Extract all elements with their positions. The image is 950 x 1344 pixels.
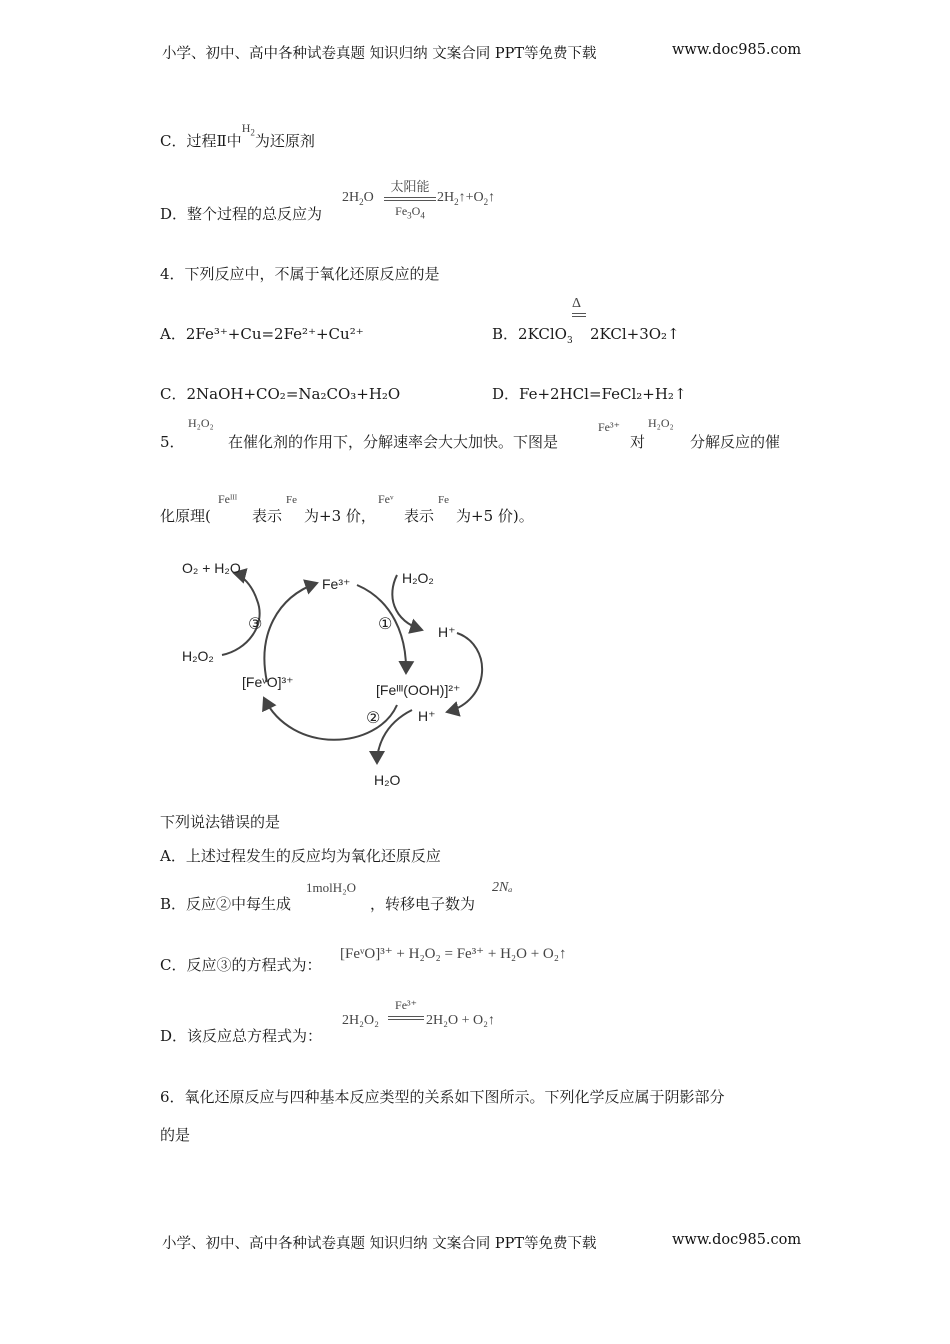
q5-d-equals [388, 1016, 424, 1020]
q4-b-equals [572, 313, 586, 317]
label-h2o2-top: H₂O₂ [402, 570, 434, 586]
q5-fe-v: Feᵛ [378, 492, 394, 506]
q3-condition-bottom: $Fe_3O_4$ [395, 204, 425, 221]
q5-h2o2-b: H₂O₂ [648, 416, 674, 430]
q5-fe3: Fe³⁺ [598, 420, 620, 434]
q3-equation-right: $2H_2↑+O_2↑$ [437, 190, 496, 207]
q4-option-b: B．2KClO$_3$ [492, 325, 573, 346]
q5-wei-3: 为+3 价， [304, 507, 376, 525]
q5-option-c: C．反应③的方程式为： [160, 956, 322, 974]
q5-wei-5: 为+5 价)。 [456, 507, 534, 525]
q5-stem-2: 分解反应的催 [690, 433, 781, 451]
q5-stem-1: 在催化剂的作用下，分解速率会大大加快。下图是 [228, 433, 559, 451]
q5-fe-b: Fe [438, 494, 449, 506]
label-step2: ② [366, 710, 381, 727]
label-step1: ① [378, 616, 393, 633]
q6-line-1: 6．氧化还原反应与四种基本反应类型的关系如下图所示。下列化学反应属于阴影部分 [160, 1088, 725, 1106]
arrow-h2o-release [377, 710, 412, 763]
q5-number: 5． [160, 433, 185, 451]
label-feiii-ooh: [Feᴵᴵᴵ(OOH)]²⁺ [376, 682, 461, 698]
q5-dui: 对 [630, 433, 646, 451]
q6-line-2: 的是 [160, 1126, 191, 1144]
q3-equals-bar [384, 197, 436, 201]
q5-b-na: 2Nₐ [492, 880, 513, 895]
q4-option-c: C．2NaOH+CO₂=Na₂CO₃+H₂O [160, 385, 401, 403]
footer-url[interactable]: www.doc985.com [672, 1232, 802, 1248]
q3-option-d-label: D．整个过程的总反应为 [160, 205, 323, 223]
q5-option-b: B．反应②中每生成 [160, 895, 292, 913]
q5-b-mol: 1molH₂O [306, 880, 357, 895]
label-o2-h2o: O₂ + H₂O [182, 560, 241, 576]
q4-option-a: A．2Fe³⁺+Cu=2Fe²⁺+Cu²⁺ [160, 325, 364, 343]
q4-option-d: D．Fe+2HCl=FeCl₂+H₂↑ [492, 385, 687, 403]
q3-condition-top: 太阳能 [390, 179, 430, 194]
header-text: 小学、初中、高中各种试卷真题 知识归纳 文案合同 PPT等免费下载 [162, 46, 597, 62]
q5-b-mid: ，转移电子数为 [370, 895, 476, 913]
label-fe3: Fe³⁺ [322, 576, 351, 592]
q5-c-equation: [FeᵛO]³⁺ + H₂O₂ = Fe³⁺ + H₂O + O₂↑ [340, 946, 567, 962]
catalytic-cycle-diagram [172, 555, 502, 795]
header-url[interactable]: www.doc985.com [672, 42, 802, 58]
q5-option-d: D．该反应总方程式为： [160, 1027, 323, 1045]
q5-question: 下列说法错误的是 [160, 813, 281, 831]
label-h-plus-2: H⁺ [418, 708, 436, 724]
label-h-plus-1: H⁺ [438, 624, 456, 640]
label-fev-o: [FeᵛO]³⁺ [242, 674, 294, 690]
q5-fe-a: Fe [286, 494, 297, 506]
q5-d-right: 2H₂O + O₂↑ [426, 1013, 495, 1028]
q5-option-a: A．上述过程发生的反应均为氧化还原反应 [160, 847, 441, 865]
q5-d-condition: Fe³⁺ [395, 998, 417, 1012]
q5-fe-iii: Feᴵᴵᴵ [218, 492, 238, 506]
label-h2o2-left: H₂O₂ [182, 648, 214, 664]
q5-h2o2: H₂O₂ [188, 416, 214, 430]
q5-d-left: 2H₂O₂ [342, 1013, 379, 1028]
q4-stem: 4．下列反应中，不属于氧化还原反应的是 [160, 265, 440, 283]
arrow-o2-release [222, 573, 263, 655]
arc-step3 [264, 583, 317, 682]
q3-option-d-equation: $2H_2O$ [342, 190, 374, 207]
label-h2o: H₂O [374, 772, 401, 788]
label-step3: ③ [248, 616, 263, 633]
q4-b-condition: Δ [572, 296, 582, 311]
q5-stem-3: 化原理( [160, 507, 211, 525]
arrow-h-transfer [447, 633, 482, 712]
q3-option-c: C．过程Ⅱ中$^{H_2}$为还原剂 [160, 121, 315, 150]
q4-option-b-product: 2KCl+3O₂↑ [590, 325, 680, 343]
q5-biaoshi-1: 表示 [252, 507, 283, 525]
footer-text: 小学、初中、高中各种试卷真题 知识归纳 文案合同 PPT等免费下载 [162, 1236, 597, 1252]
q5-biaoshi-2: 表示 [404, 507, 435, 525]
